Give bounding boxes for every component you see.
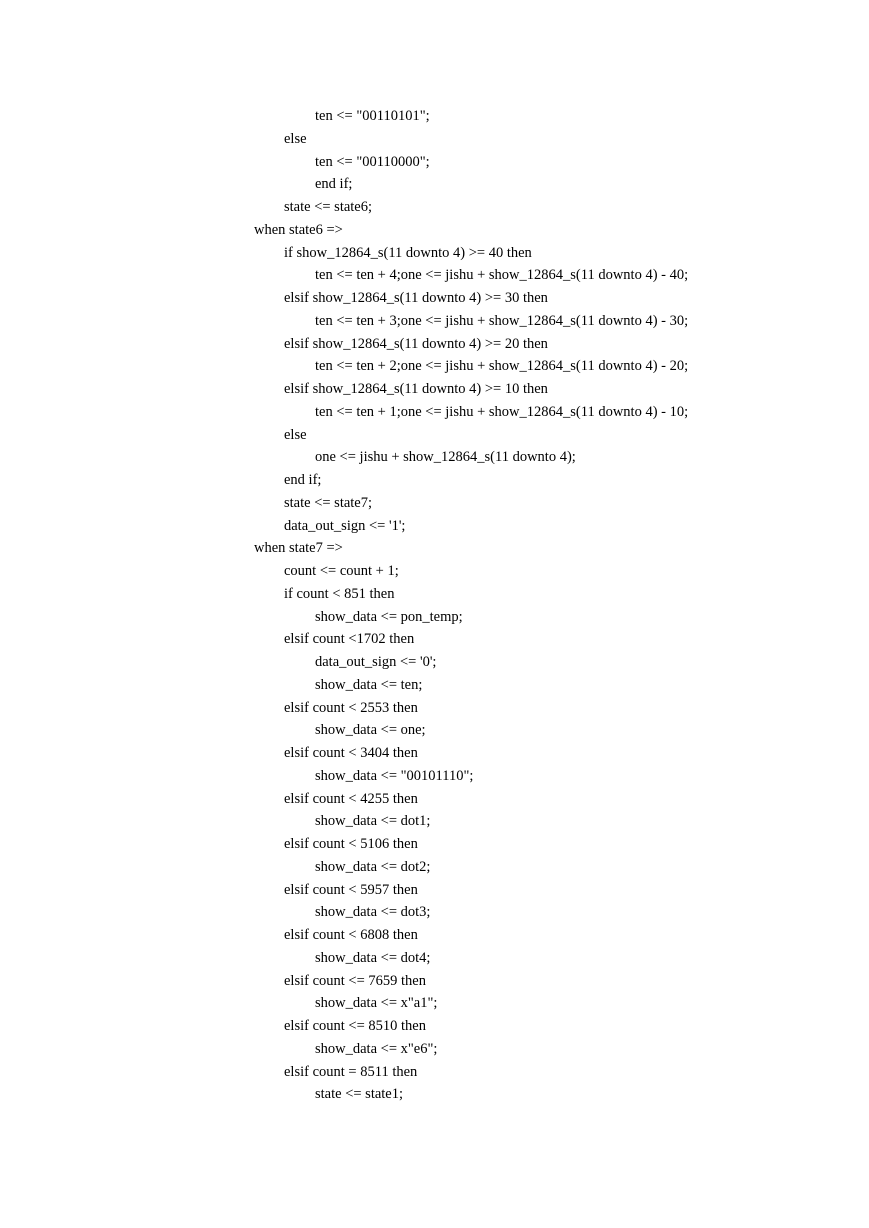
code-line: ten <= ten + 1;one <= jishu + show_12864_s(11 downto 4) - 10; xyxy=(315,403,689,420)
code-line: ten <= ten + 3;one <= jishu + show_12864_s(11 downto 4) - 30; xyxy=(315,312,689,329)
code-line: elsif count <1702 then xyxy=(284,631,415,648)
code-line: data_out_sign <= '1'; xyxy=(284,517,406,534)
code-line: elsif count < 4255 then xyxy=(284,790,418,807)
code-line: show_data <= dot4; xyxy=(315,949,431,966)
code-line: end if; xyxy=(315,176,353,193)
code-line: ten <= "00110000"; xyxy=(315,153,430,170)
code-line: elsif count < 3404 then xyxy=(284,745,418,761)
code-line: else xyxy=(284,130,307,147)
code-line: elsif count <= 7659 then xyxy=(284,972,426,989)
code-line: if count < 851 then xyxy=(284,585,395,602)
code-line: data_out_sign <= '0'; xyxy=(315,654,437,670)
code-line: show_data <= dot1; xyxy=(315,813,431,830)
code-listing xyxy=(254,105,854,1106)
code-line: show_data <= x"e6"; xyxy=(315,1040,438,1057)
code-line: show_data <= dot3; xyxy=(315,904,431,921)
code-line: end if; xyxy=(284,472,322,488)
code-line: show_data <= x"a1"; xyxy=(315,995,438,1012)
code-line: ten <= ten + 4;one <= jishu + show_12864_s(11 downto 4) - 40; xyxy=(315,267,689,284)
code-line: elsif count = 8511 then xyxy=(284,1063,418,1080)
code-line: if show_12864_s(11 downto 4) >= 40 then xyxy=(284,244,532,261)
code-line: elsif count <= 8510 then xyxy=(284,1018,426,1034)
code-line: show_data <= one; xyxy=(315,722,426,739)
code-line: when state7 => xyxy=(254,540,343,557)
code-line: elsif show_12864_s(11 downto 4) >= 10 then xyxy=(284,381,548,397)
code-line: elsif show_12864_s(11 downto 4) >= 30 then xyxy=(284,290,548,306)
code-line: show_data <= dot2; xyxy=(315,858,431,875)
code-line: state <= state6; xyxy=(284,199,373,215)
code-line: one <= jishu + show_12864_s(11 downto 4); xyxy=(315,449,576,466)
code-line: elsif count < 2553 then xyxy=(284,699,418,716)
code-line: when state6 => xyxy=(254,221,343,238)
code-line: show_data <= pon_temp; xyxy=(315,608,463,625)
code-line: elsif count < 6808 then xyxy=(284,927,418,943)
code-line: ten <= ten + 2;one <= jishu + show_12864_s(11 downto 4) - 20; xyxy=(315,358,689,375)
code-line: elsif count < 5957 then xyxy=(284,881,418,898)
code-line: state <= state1; xyxy=(315,1086,404,1103)
code-line: show_data <= "00101110"; xyxy=(315,767,474,784)
code-line: else xyxy=(284,426,307,443)
code-line: elsif count < 5106 then xyxy=(284,836,418,852)
code-line: elsif show_12864_s(11 downto 4) >= 20 then xyxy=(284,335,548,352)
code-line: ten <= "00110101"; xyxy=(315,108,430,124)
code-line: count <= count + 1; xyxy=(284,563,399,579)
code-line: show_data <= ten; xyxy=(315,676,423,693)
code-line: state <= state7; xyxy=(284,494,373,511)
